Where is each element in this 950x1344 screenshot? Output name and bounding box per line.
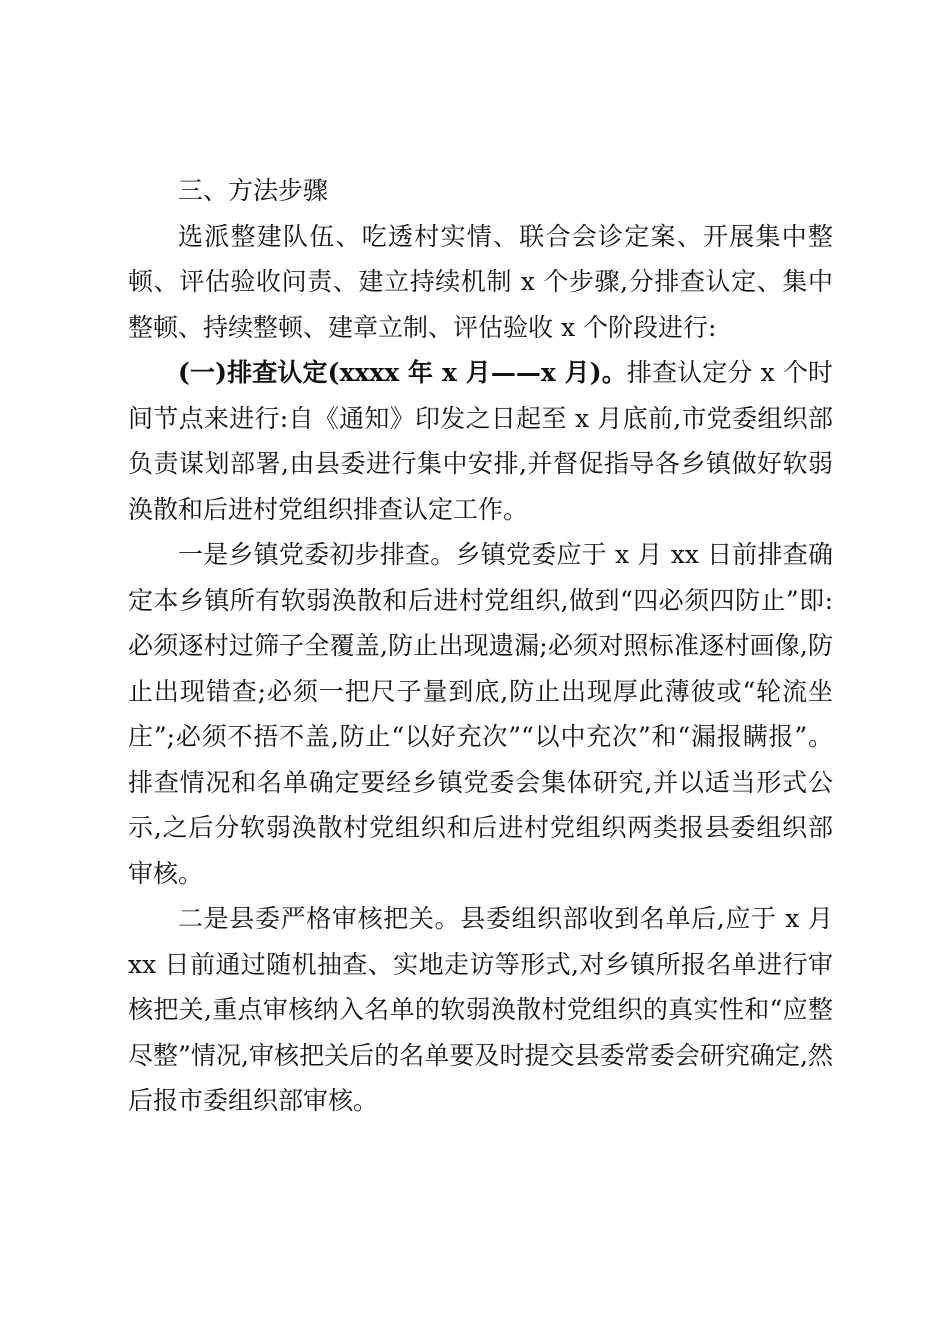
item-one-paragraph [128,532,833,896]
section-heading: 三、方法步骤 [178,176,329,205]
sub-section-paragraph [128,350,833,532]
item-two-body: 县委组织部收到名单后,应于 x 月 xx 日前通过随机抽查、实地走访等形式,对乡镇所报名单进行审核把关,重点审核纳入名单的软弱涣散村党组织的真实性和“应整尽整”情况,审核把关后的名单要及时提交县委常委会研究确定,然后报市委组织部审核。 [128,904,833,1115]
item-two-heading: 二是县委严格审核把关。 [178,904,461,933]
item-one-body: 乡镇党委应于 x 月 xx 日前排查确定本乡镇所有软弱涣散和后进村党组织,做到“四必须四防止”即:必须逐村过筛子全覆盖,防止出现遗漏;必须对照标准逐村画像,防止出现错查;必须一把尺子量到底,防止出现厚此薄彼或“轮流坐庄”;必须不捂不盖,防止“以好充次”“以中充次”和“漏报瞒报”。排查情况和名单确定要经乡镇党委会集体研究,并以适当形式公示,之后分软弱涣散村党组织和后进村党组织两类报县委组织部审核。 [128,540,833,888]
document-body [128,168,833,1124]
item-two-paragraph [128,896,833,1124]
sub-section-body: 排查认定分 x 个时间节点来进行:自《通知》印发之日起至 x 月底前,市党委组织部负责谋划部署,由县委进行集中安排,并督促指导各乡镇做好软弱涣散和后进村党组织排查认定工作。 [128,358,833,524]
item-one-heading: 一是乡镇党委初步排查。 [178,540,456,569]
intro-paragraph: 选派整建队伍、吃透村实情、联合会诊定案、开展集中整顿、评估验收问责、建立持续机制 x 个步骤,分排查认定、集中整顿、持续整顿、建章立制、评估验收 x 个阶段进行: [128,221,833,342]
sub-section-heading: (一)排查认定(xxxx 年 x 月——x 月)。 [178,358,627,387]
